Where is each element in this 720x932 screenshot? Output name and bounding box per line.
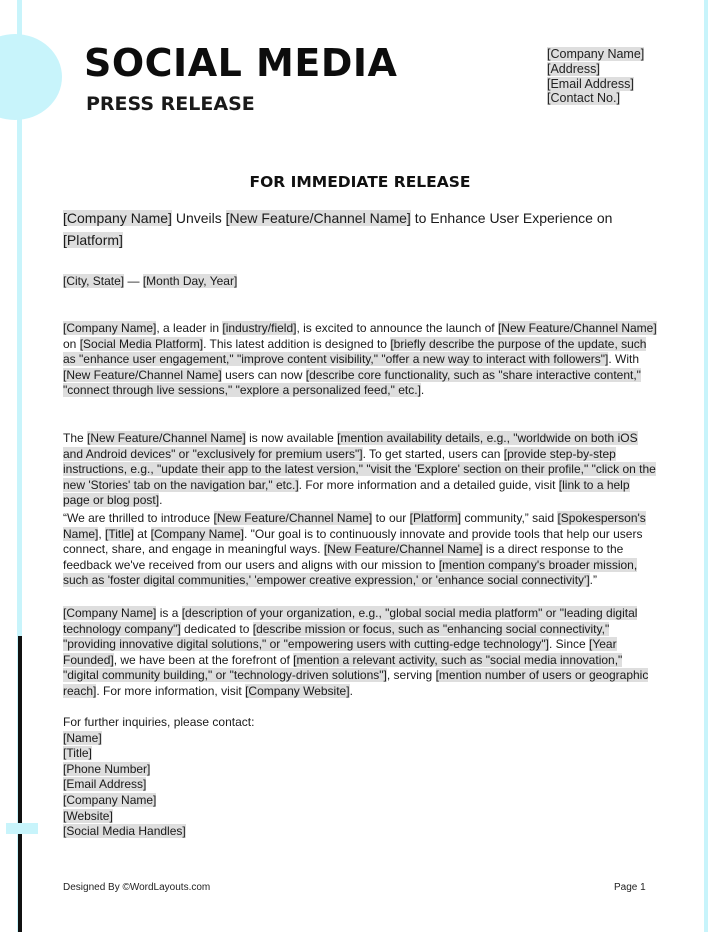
body-text: “We are thrilled to introduce bbox=[63, 511, 214, 525]
decorative-accent-tab bbox=[6, 823, 38, 834]
body-text: on bbox=[63, 336, 80, 351]
body-text: Unveils bbox=[171, 210, 226, 226]
body-text: users can now bbox=[221, 367, 306, 382]
placeholder-text[interactable]: [Social Media Platform] bbox=[79, 336, 204, 351]
placeholder-text[interactable]: [industry/field] bbox=[222, 321, 297, 335]
body-text: , is excited to announce the launch of bbox=[296, 321, 498, 335]
body-text: . For more information, visit bbox=[96, 683, 246, 698]
body-text: , serving bbox=[386, 668, 436, 682]
placeholder-text[interactable]: [City, State] bbox=[63, 274, 125, 288]
contact-website-field[interactable]: [Website] bbox=[63, 808, 113, 823]
placeholder-text[interactable]: [mention a relevant activity, such as "social media innovation," "digital community building," or "technology-driven solutions"] bbox=[63, 652, 623, 682]
document-subtitle: PRESS RELEASE bbox=[86, 93, 255, 115]
placeholder-text[interactable]: [New Feature/Channel Name] bbox=[323, 542, 483, 556]
placeholder-text[interactable]: [Company Website] bbox=[245, 683, 350, 698]
release-heading: FOR IMMEDIATE RELEASE bbox=[249, 173, 471, 191]
placeholder-text[interactable]: [briefly describe the purpose of the update, such as "enhance user engagement," "improve content visibility," "offer a new way to interact with followers"] bbox=[63, 336, 647, 366]
body-text: . For more information and a detailed guide, visit bbox=[298, 477, 559, 492]
body-text: is a bbox=[156, 606, 182, 620]
body-text: . bbox=[159, 493, 163, 507]
body-text: . To get started, users can bbox=[362, 446, 504, 461]
body-text: — bbox=[124, 274, 143, 288]
placeholder-text[interactable]: [Company Name] bbox=[63, 606, 157, 620]
contact-name-field[interactable]: [Name] bbox=[63, 730, 102, 745]
dateline bbox=[63, 273, 237, 289]
decorative-right-border bbox=[704, 0, 708, 932]
email-address-field[interactable]: [Email Address] bbox=[547, 76, 634, 91]
body-text: . Since bbox=[548, 637, 590, 651]
placeholder-text[interactable]: [link to a help page or blog post] bbox=[63, 477, 630, 507]
body-text: . With bbox=[608, 352, 640, 366]
placeholder-text[interactable]: [describe mission or focus, such as "enhancing social connectivity," "providing innovative digital solutions," or "empowering users with cutting-edge technology"] bbox=[63, 621, 610, 651]
intro-paragraph bbox=[63, 321, 659, 399]
about-company-paragraph bbox=[63, 606, 659, 699]
placeholder-text[interactable]: [New Feature/Channel Name] bbox=[497, 321, 657, 335]
body-text: is now available bbox=[245, 431, 338, 445]
body-text: , bbox=[98, 526, 106, 541]
body-text: to our bbox=[372, 511, 410, 525]
placeholder-text[interactable]: [Spokesperson's Name] bbox=[63, 511, 646, 541]
placeholder-text[interactable]: [mention availability details, e.g., "worldwide on both iOS and Android devices" or "exclusively for premium users"] bbox=[63, 431, 638, 461]
body-text: . "Our goal is to continuously innovate and provide tools that help our users connect, share, and engage in meaningful ways. bbox=[63, 526, 643, 556]
footer-credit: Designed By ©WordLayouts.com bbox=[63, 882, 211, 893]
contact-block bbox=[63, 715, 254, 840]
body-text: .” bbox=[589, 573, 597, 587]
decorative-dark-line bbox=[18, 636, 22, 932]
placeholder-text[interactable]: [Platform] bbox=[63, 232, 123, 248]
body-text: to Enhance User Experience on bbox=[410, 210, 613, 226]
page-number: Page 1 bbox=[614, 882, 646, 893]
headline bbox=[63, 207, 623, 251]
availability-paragraph bbox=[63, 431, 659, 509]
contact-no-field[interactable]: [Contact No.] bbox=[547, 91, 620, 106]
contact-social-handles-field[interactable]: [Social Media Handles] bbox=[63, 824, 186, 839]
body-text: community,” said bbox=[460, 511, 558, 525]
placeholder-text[interactable]: [New Feature/Channel Name] bbox=[225, 210, 411, 226]
body-text: , a leader in bbox=[156, 321, 223, 335]
contact-company-field[interactable]: [Company Name] bbox=[63, 792, 157, 807]
placeholder-text[interactable]: [mention company's broader mission, such as 'foster digital communities,' 'empower creative expression,' or 'enhance social connectivity'] bbox=[63, 557, 638, 587]
contact-title-field[interactable]: [Title] bbox=[63, 746, 92, 761]
body-text: . bbox=[420, 383, 425, 397]
contact-email-field[interactable]: [Email Address] bbox=[63, 777, 147, 792]
body-text: , we have been at the forefront of bbox=[113, 652, 294, 667]
body-text: dedicated to bbox=[180, 621, 253, 636]
placeholder-text[interactable]: [Company Name] bbox=[150, 526, 244, 541]
body-text: is a direct response to the feedback we've received from our users and aligns with our mission to bbox=[63, 542, 624, 572]
contact-intro: For further inquiries, please contact: bbox=[63, 715, 255, 729]
quote-paragraph bbox=[63, 511, 659, 589]
placeholder-text[interactable]: [provide step-by-step instructions, e.g., "update their app to the latest version," "visit the 'Explore' section on their profile," "click on the new 'Stories' tab on the navigation bar," etc.] bbox=[63, 446, 656, 492]
body-text: . This latest addition is designed to bbox=[203, 336, 391, 351]
placeholder-text[interactable]: [describe core functionality, such as "share interactive content," "connect through live sessions," "explore a personalized feed," etc.] bbox=[63, 367, 641, 397]
document-title: SOCIAL MEDIA bbox=[84, 41, 398, 85]
placeholder-text[interactable]: [description of your organization, e.g., "global social media platform" or "leading digital technology company"] bbox=[63, 606, 638, 636]
contact-phone-field[interactable]: [Phone Number] bbox=[63, 761, 151, 776]
address-field[interactable]: [Address] bbox=[547, 61, 600, 76]
placeholder-text[interactable]: [Company Name] bbox=[63, 210, 172, 226]
placeholder-text[interactable]: [Month Day, Year] bbox=[142, 274, 238, 288]
body-text: at bbox=[133, 526, 151, 541]
body-text: The bbox=[63, 431, 88, 445]
company-name-field[interactable]: [Company Name] bbox=[547, 47, 645, 61]
placeholder-text[interactable]: [Company Name] bbox=[63, 321, 157, 335]
placeholder-text[interactable]: [New Feature/Channel Name] bbox=[213, 511, 373, 525]
placeholder-text[interactable]: [Year Founded] bbox=[63, 637, 617, 667]
placeholder-text[interactable]: [mention number of users or geographic reach] bbox=[63, 668, 649, 698]
placeholder-text[interactable]: [New Feature/Channel Name] bbox=[87, 431, 246, 445]
body-text: . bbox=[349, 683, 353, 698]
decorative-circle bbox=[0, 34, 62, 120]
placeholder-text[interactable]: [New Feature/Channel Name] bbox=[63, 367, 222, 382]
placeholder-text[interactable]: [Platform] bbox=[409, 511, 461, 525]
company-info-block bbox=[547, 47, 644, 106]
placeholder-text[interactable]: [Title] bbox=[105, 526, 134, 541]
